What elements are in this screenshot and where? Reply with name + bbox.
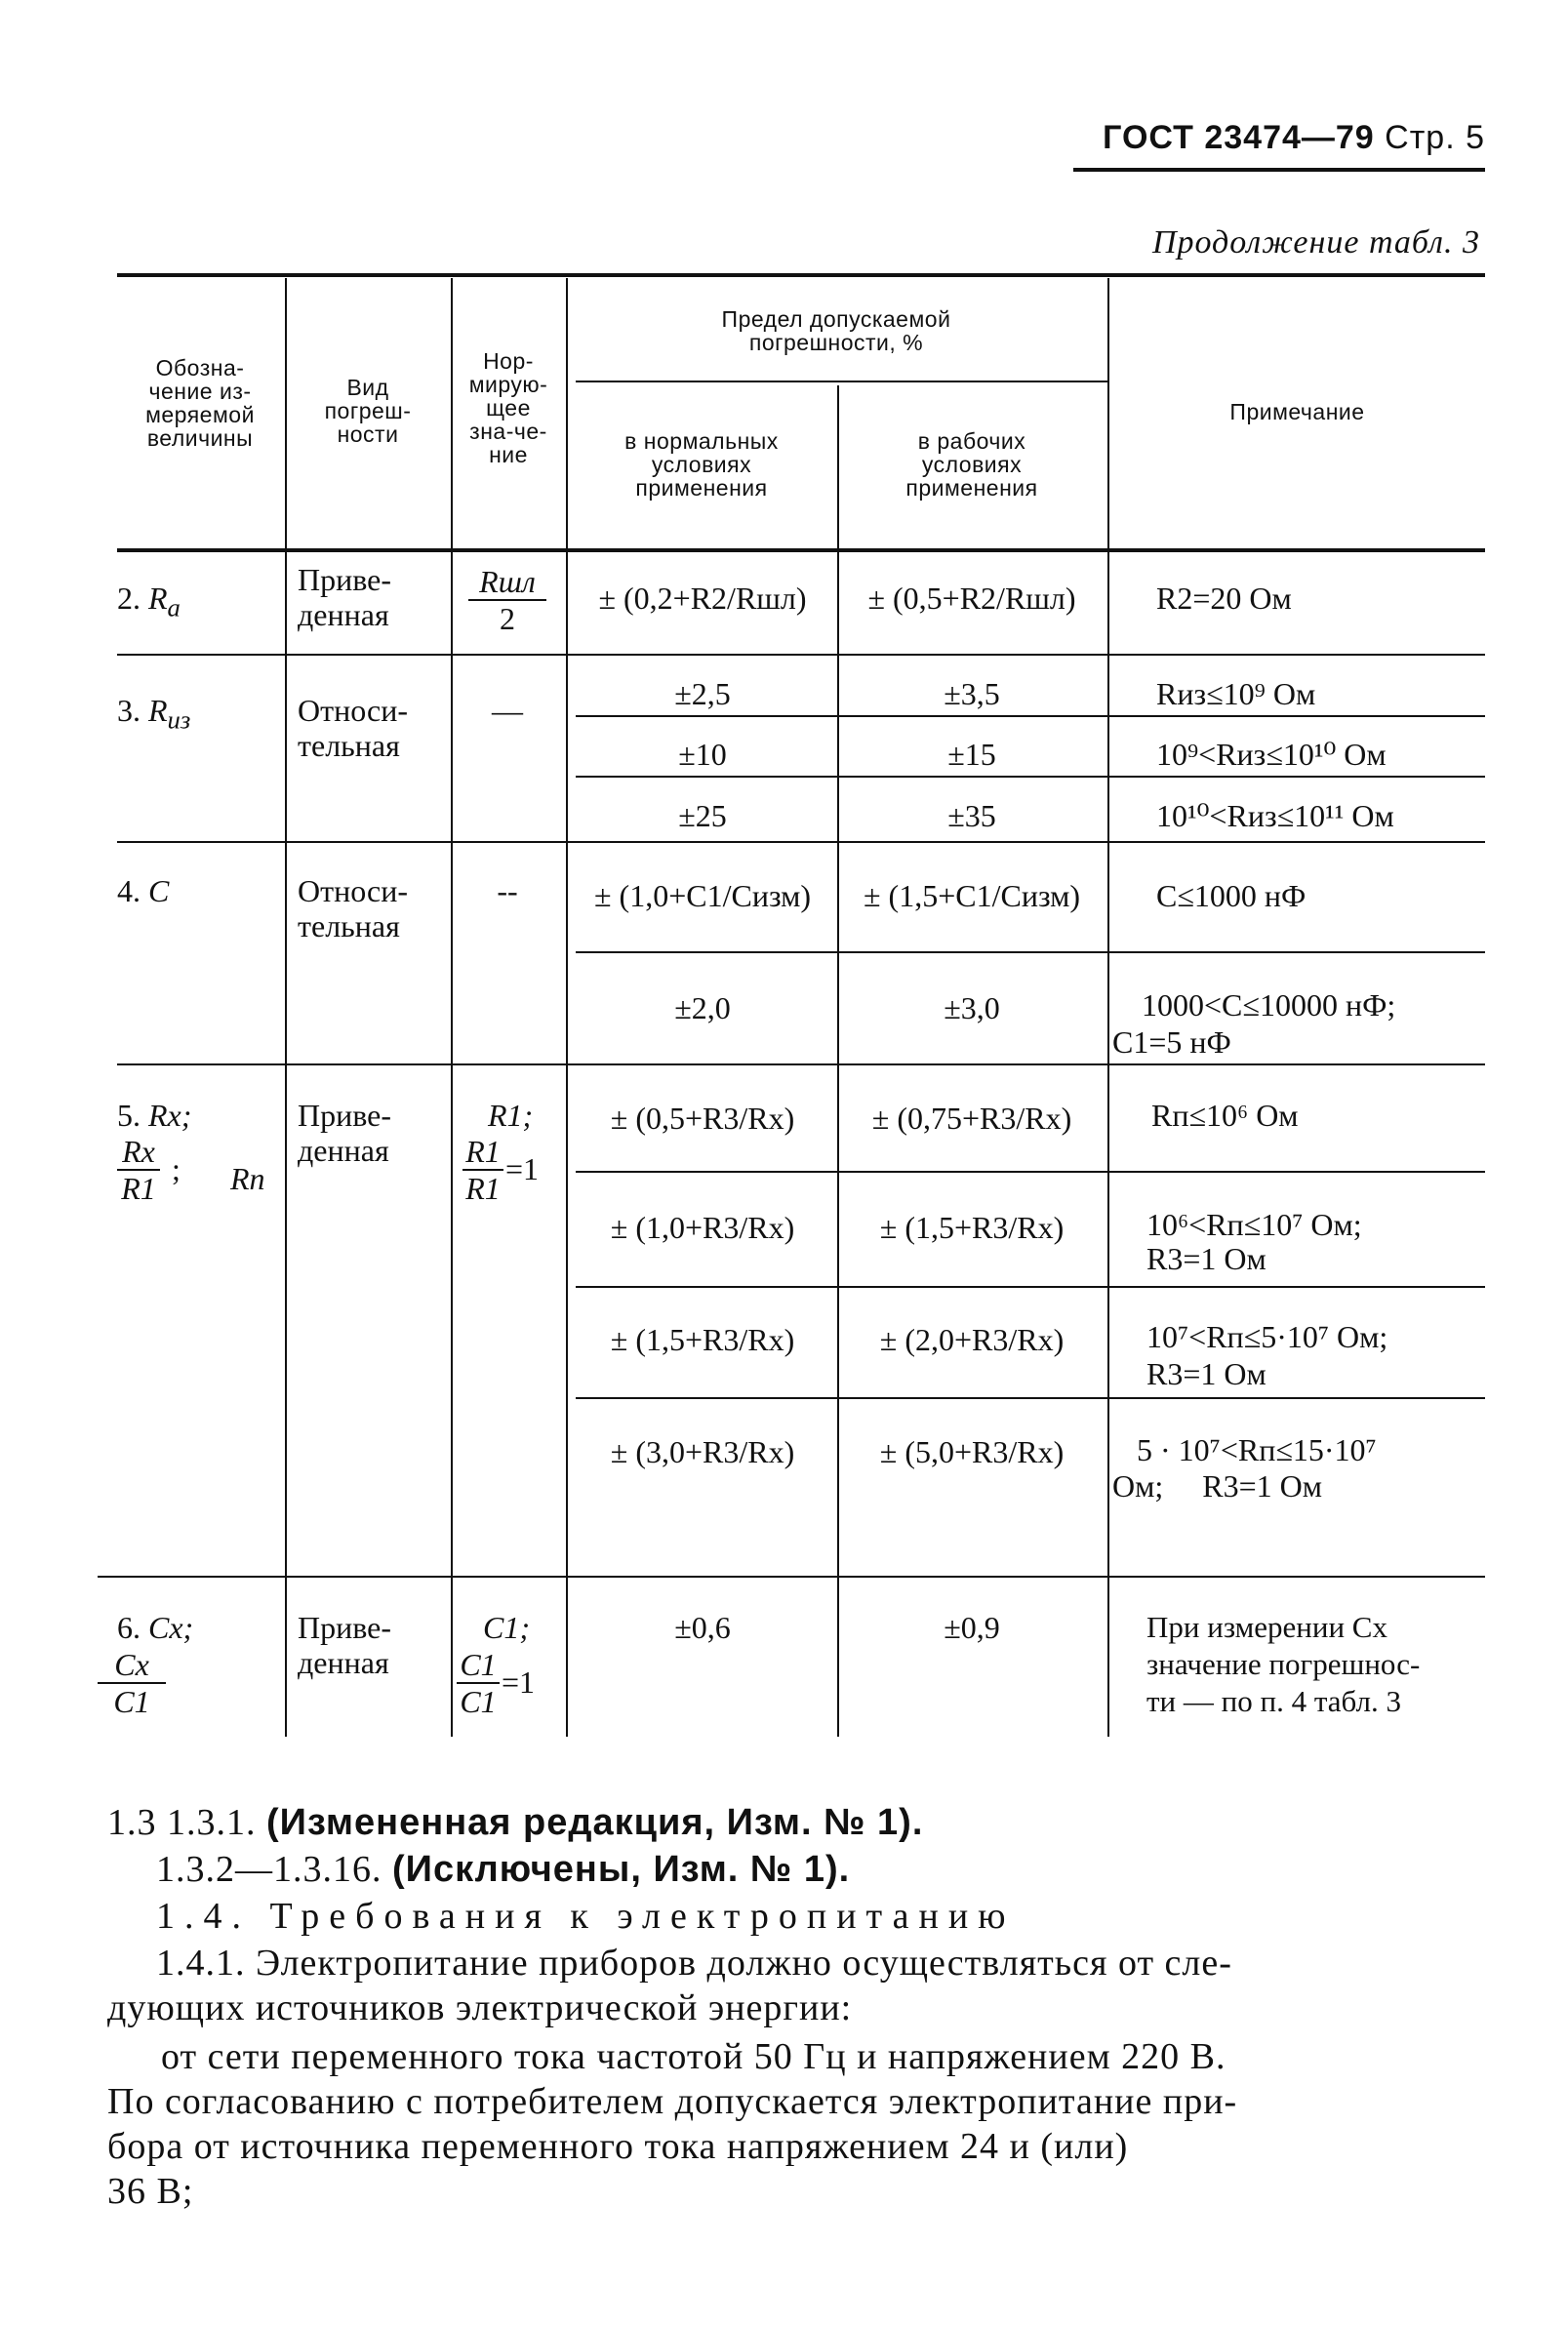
row6-type: Приве- денная <box>298 1610 392 1680</box>
row5-note-5: R3=1 Ом <box>1146 1356 1266 1391</box>
row5-working-1: ± (0,75+R3/Rx) <box>871 1101 1072 1136</box>
row4-note-2: 1000<C≤10000 нФ; <box>1142 987 1396 1023</box>
col-header-normalizing: Нор- мирую- щее зна-че- ние <box>468 348 548 467</box>
row6-fraction: Cx C1 <box>98 1647 166 1719</box>
col-header-designation: Обозна- чение из- меряемой величины <box>145 355 255 451</box>
row2-note: R2=20 Ом <box>1156 581 1292 616</box>
row5-norm: R1; <box>488 1098 534 1133</box>
row-rule <box>117 841 1485 843</box>
row2-working: ± (0,5+R2/Rшл) <box>867 581 1076 616</box>
col-header-working: в рабочих условиях применения <box>905 428 1038 501</box>
row5-note-7: Ом; R3=1 Ом <box>1112 1468 1322 1504</box>
row3-normal-3: ±25 <box>678 798 727 833</box>
row-rule <box>117 654 1485 656</box>
row4-working-1: ± (1,5+C1/Cизм) <box>863 878 1081 913</box>
row6-norm-eq: =1 <box>502 1664 536 1700</box>
table-top-rule <box>117 273 1485 277</box>
row4-designation: 4. C <box>117 873 170 908</box>
row3-note-2: 10⁹<Rиз≤10¹⁰ Ом <box>1156 737 1387 772</box>
row5-note-4: 10⁷<Rп≤5·10⁷ Ом; <box>1146 1319 1388 1354</box>
col-divider <box>451 278 453 1737</box>
row4-normalizing: -- <box>497 873 518 908</box>
row3-working-3: ±35 <box>947 798 996 833</box>
row3-normal-1: ±2,5 <box>674 676 731 711</box>
row2-normalizing: Rшл 2 <box>468 564 546 636</box>
row5-normal-2: ± (1,0+R3/Rx) <box>610 1210 795 1245</box>
row-rule <box>576 1397 1485 1399</box>
row4-normal-2: ±2,0 <box>674 990 731 1025</box>
row5-norm-eq: =1 <box>505 1151 540 1186</box>
row4-note-1: C≤1000 нФ <box>1156 878 1307 913</box>
row-rule <box>576 776 1485 778</box>
col-divider <box>837 385 839 1737</box>
row6-norm-fraction: C1 C1 <box>457 1647 500 1719</box>
row5-working-2: ± (1,5+R3/Rx) <box>879 1210 1065 1245</box>
paragraph-power-sources: от сети переменного тока частотой 50 Гц и напряжением 220 В. По согласованию с потребителем допускается электропитание при- бора от источника переменного тока напряжением 24 и (или) 36 В; <box>107 2036 1238 2212</box>
row5-type: Приве- денная <box>298 1098 392 1168</box>
row5-working-4: ± (5,0+R3/Rx) <box>879 1434 1065 1469</box>
row5-designation: 5. Rx; <box>117 1098 192 1133</box>
row-rule <box>117 1063 1485 1065</box>
row6-normal: ±0,6 <box>674 1610 731 1645</box>
paragraph-1-3-1: 1.3 1.3.1. (Измененная редакция, Изм. № 1). <box>107 1802 924 1843</box>
header-bottom-rule <box>117 548 1485 552</box>
doc-number: ГОСТ 23474—79 <box>1103 119 1375 156</box>
row3-normalizing: — <box>492 693 523 728</box>
row5-normal-1: ± (0,5+R3/Rx) <box>610 1101 795 1136</box>
col-divider <box>1107 278 1109 1737</box>
row-rule <box>576 715 1485 717</box>
row2-type: Приве- денная <box>298 562 392 632</box>
row3-note-1: Rиз≤10⁹ Ом <box>1156 676 1316 711</box>
row2-normal: ± (0,2+R2/Rшл) <box>598 581 807 616</box>
row4-type: Относи- тельная <box>298 873 408 943</box>
row3-working-2: ±15 <box>947 737 996 772</box>
table-continuation-label: Продолжение табл. 3 <box>1151 224 1480 261</box>
col-header-normal: в нормальных условиях применения <box>624 428 779 501</box>
row6-working: ±0,9 <box>944 1610 1000 1645</box>
paragraph-1-4-1: 1.4.1. Электропитание приборов должно осуществляться от сле- дующих источников электрической энергии: <box>107 1943 1232 2028</box>
row5-fraction: Rx R1 <box>117 1134 160 1206</box>
header-sub-rule <box>576 381 1109 382</box>
col-header-error-type: Вид погреш- ности <box>324 375 412 447</box>
row4-normal-1: ± (1,0+C1/Cизм) <box>593 878 812 913</box>
row-rule <box>576 1171 1485 1173</box>
section-title-power-supply: 1.4. Требования к электропитанию <box>156 1896 1016 1937</box>
col-divider <box>285 278 287 1737</box>
row3-normal-2: ±10 <box>678 737 727 772</box>
page-number: Стр. 5 <box>1385 119 1485 156</box>
row-rule <box>98 1576 1485 1578</box>
row3-note-3: 10¹⁰<Rиз≤10¹¹ Ом <box>1156 798 1394 833</box>
col-header-limit-group: Предел допускаемой погрешности, % <box>721 306 951 355</box>
row5-normal-3: ± (1,5+R3/Rx) <box>610 1322 795 1357</box>
row3-designation: 3. $R_{из}$ <box>117 693 191 735</box>
row-rule <box>576 951 1485 953</box>
row4-note-3: C1=5 нФ <box>1112 1024 1231 1060</box>
row5-sep: ; <box>172 1151 181 1186</box>
row2-designation: 2. $R_a$ <box>117 581 181 622</box>
row5-working-3: ± (2,0+R3/Rx) <box>879 1322 1065 1357</box>
row5-note-2: 10⁶<Rп≤10⁷ Ом; <box>1146 1207 1362 1242</box>
row6-designation: 6. Cx; <box>117 1610 194 1645</box>
row5-note-6: 5 · 10⁷<Rп≤15·10⁷ <box>1137 1432 1377 1467</box>
row5-sym2: Rп <box>230 1161 265 1196</box>
row-rule <box>576 1286 1485 1288</box>
row5-norm-fraction: R1 R1 <box>462 1134 503 1206</box>
row5-normal-4: ± (3,0+R3/Rx) <box>610 1434 795 1469</box>
row5-note-3: R3=1 Ом <box>1146 1241 1266 1276</box>
row3-type: Относи- тельная <box>298 693 408 763</box>
col-header-note: Примечание <box>1229 399 1365 424</box>
row3-working-1: ±3,5 <box>944 676 1000 711</box>
row5-note-1: Rп≤10⁶ Ом <box>1151 1098 1299 1133</box>
row6-norm: C1; <box>483 1610 530 1645</box>
paragraph-1-3-2: 1.3.2—1.3.16. (Исключены, Изм. № 1). <box>156 1849 851 1890</box>
row6-note-3: ти — по п. 4 табл. 3 <box>1146 1684 1401 1718</box>
row6-note-1: При измерении Cx <box>1146 1610 1387 1644</box>
row6-note-2: значение погрешнос- <box>1146 1647 1421 1681</box>
row4-working-2: ±3,0 <box>944 990 1000 1025</box>
